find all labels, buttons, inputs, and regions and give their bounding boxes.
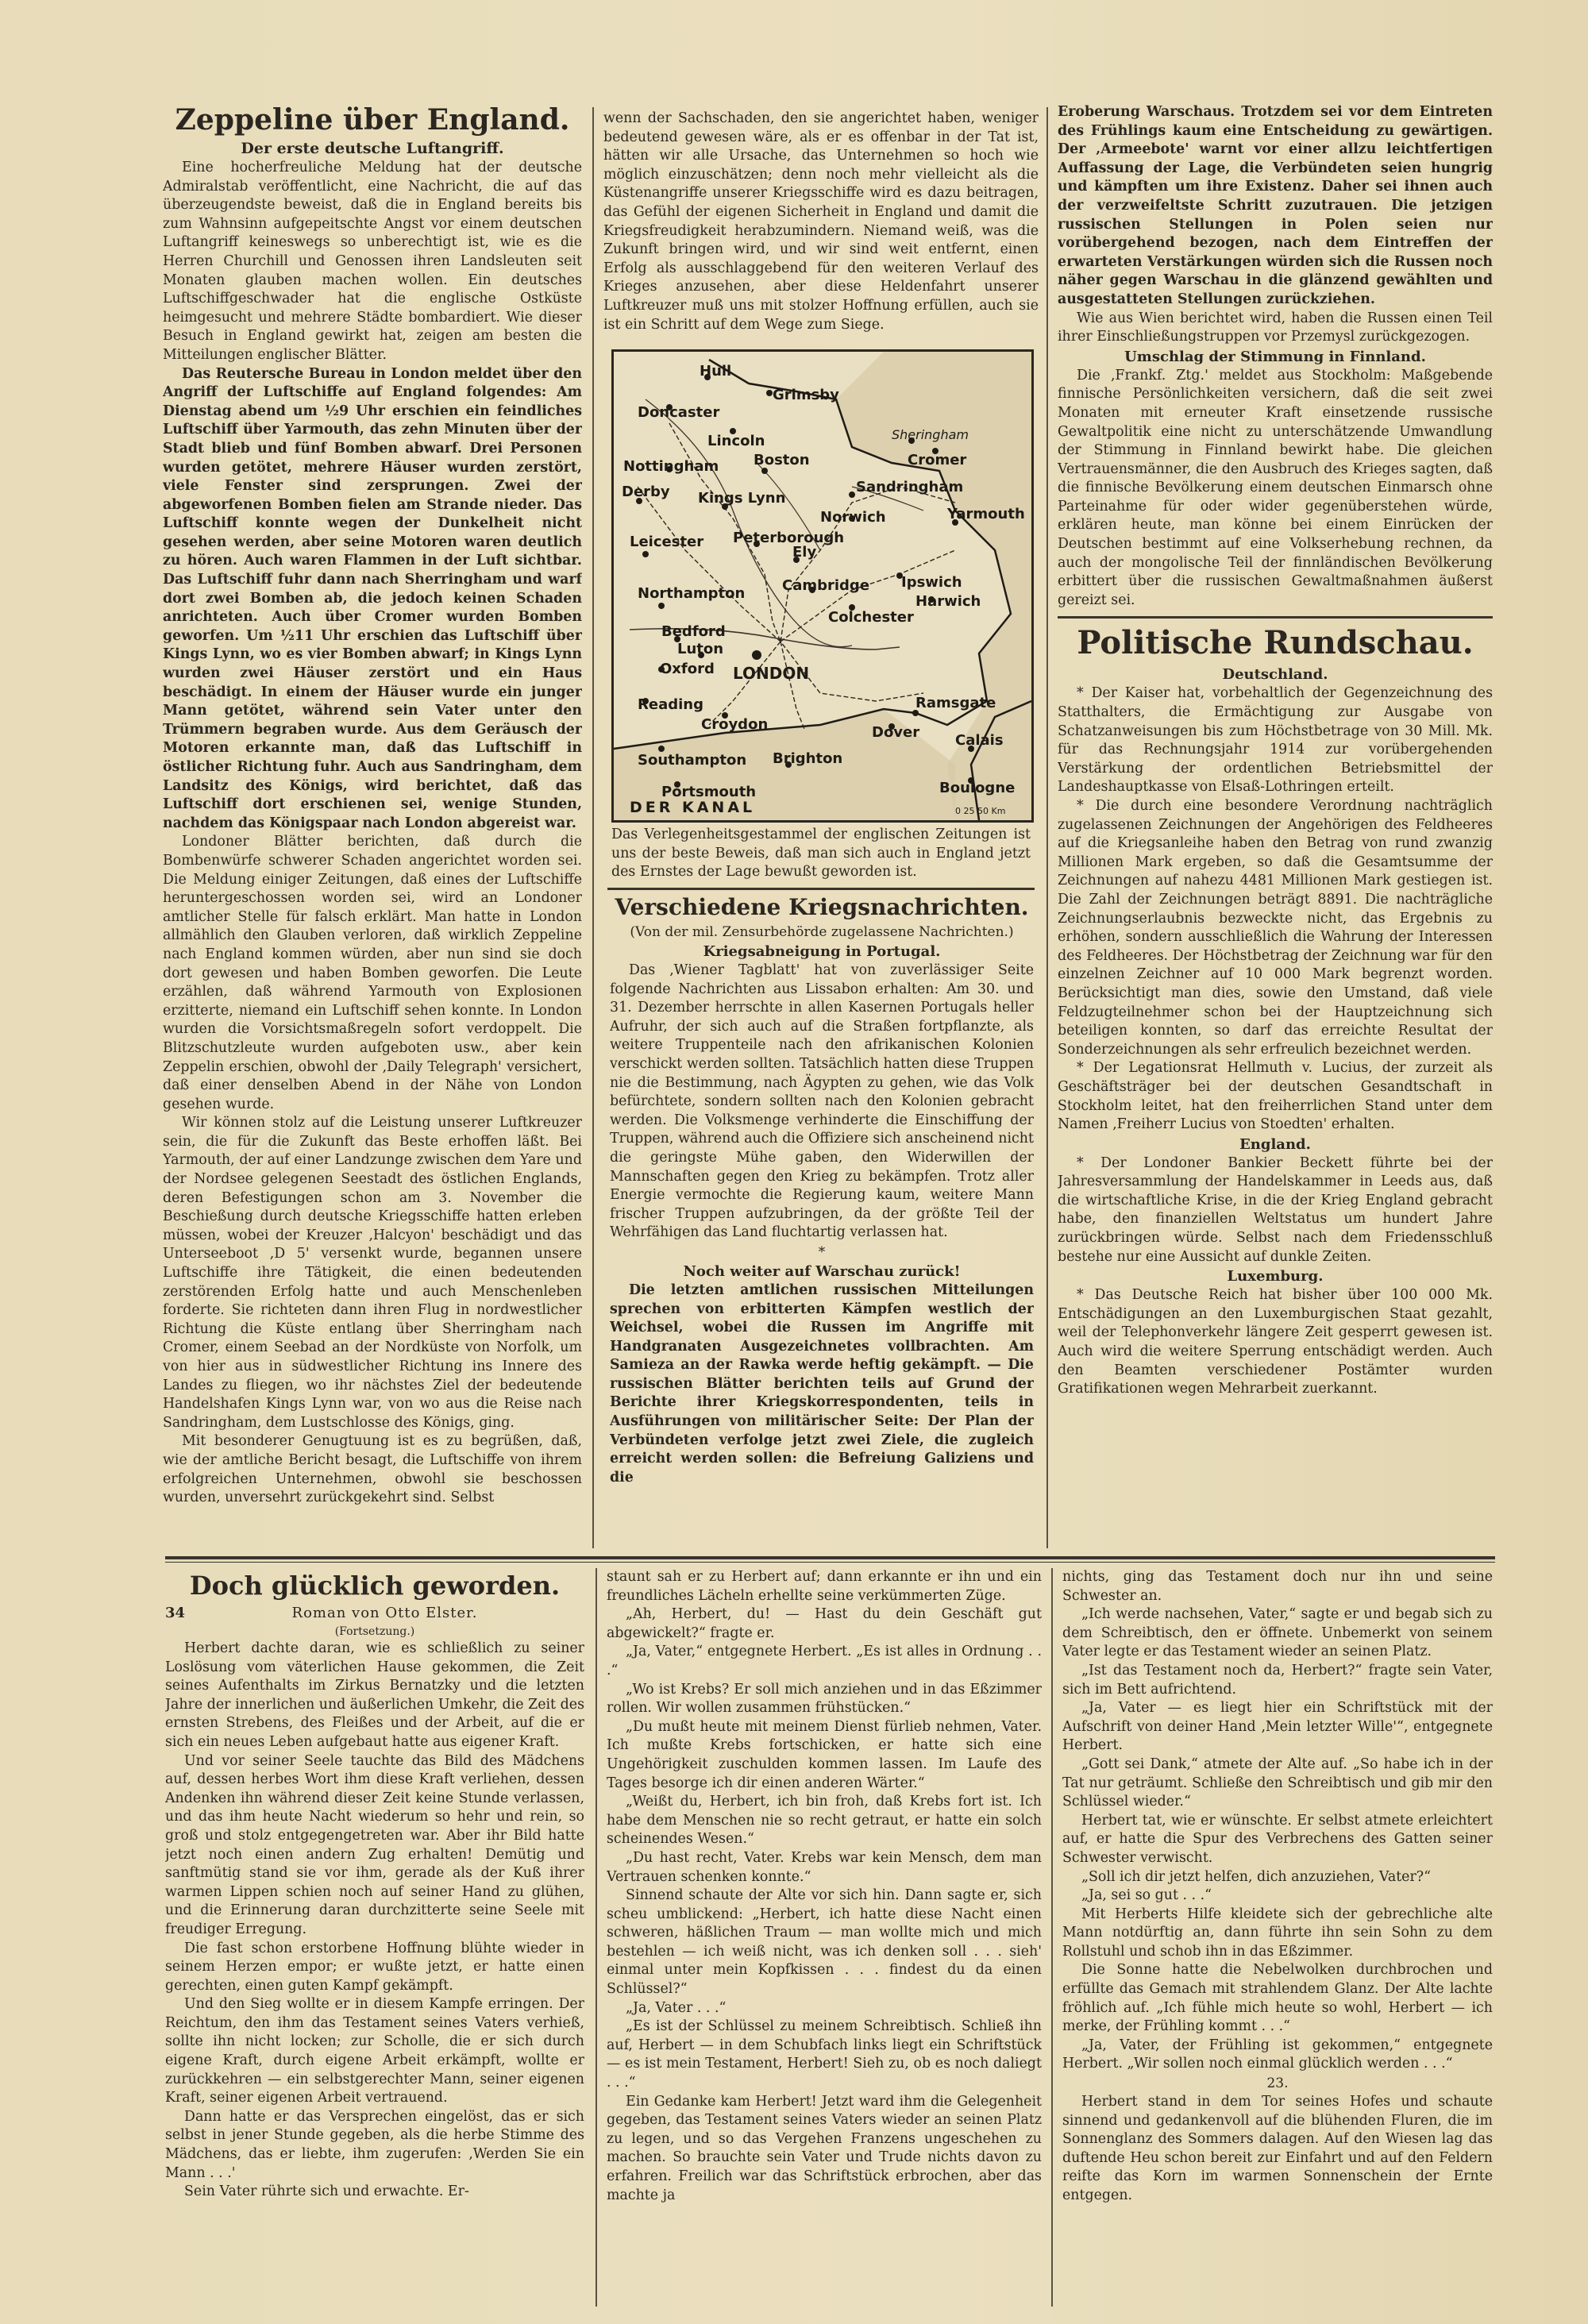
paragraph: * Der Londoner Bankier Beckett führte bei der Jahresversammlung der Handelskammer in Leeds aus, daß die wirtschaftliche Krise, in die der Krieg England gebracht habe, den finanziellen Weltstatus um hundert Jahre zurückbringen würde. Selbst nach dem Friedensschluß bestehe nur eine Aussicht auf dunkle Zeiten. <box>1058 1154 1493 1265</box>
serial-column-c <box>1062 1568 1493 2307</box>
paragraph: Ein Gedanke kam Herbert! Jetzt ward ihm die Gelegenheit gegeben, das Testament seines Vaters wieder an seinen Platz zu legen, und so das Vergehen Franzens ungeschehen zu machen. So brauchte sein Vater und Trude nichts davon zu erfahren. Freilich war das Schriftstück erbrochen, aber das machte ja <box>607 2093 1042 2203</box>
serial-rule-thin <box>165 1562 1495 1563</box>
paragraph: Und den Sieg wollte er in diesem Kampfe erringen. Der Reichtum, den ihm das Testament seines Vaters verhieß, sollte ihn nicht locken; zur Scholle, die er sich durch eigene Kraft, durch eigene Arbeit erkämpft, wollte er zurückkehren — ein selbstgerechter Mann, seiner eigenen Kraft, seiner eigenen Arbeit vertrauend. <box>165 1996 584 2106</box>
paragraph: Mit Herberts Hilfe kleidete sich der gebrechliche alte Mann notdürftig an, dann führte ihn sein Sohn zu dem Rollstuhl und schob ihn in das Eßzimmer. <box>1062 1906 1493 1960</box>
paragraph: Die letzten amtlichen russischen Mitteilungen sprechen von erbitterten Kämpfen westlich der Weichsel, wobei die Russen im Angriffe mit Handgranaten Ausgezeichnetes vollbrachten. Am Samieza an der Rawka werde heftig gekämpft. — Die russischen Blätter berichten teils auf Grund der Berichte ihrer Kriegskorrespondenten, teils in Ausführungen von militärischer Seite: Der Plan der Verbündeten verfolge jetzt zwei Ziele, die zugleich erreicht werden sollen: die Befreiung Galiziens und die <box>610 1281 1034 1486</box>
map-label-southampton: Southampton <box>638 752 747 769</box>
paragraph: „Ich werde nachsehen, Vater,“ sagte er und begab sich zu dem Schreibtisch, den er öffnete. Unbemerkt von seinem Vater legte er das Testament wieder an seinen Platz. <box>1062 1606 1493 1660</box>
map-east-england <box>611 349 1034 823</box>
paragraph: Dann hatte er das Versprechen eingelöst, das er sich selbst in jener Stunde gegeben, als die herbe Stimme des Mädchens, das er liebte, ihm zugerufen: ‚Werden Sie ein Mann . . .' <box>165 2108 584 2181</box>
paragraph: Die fast schon erstorbene Hoffnung blühte wieder in seinem Herzen empor; er wußte jetzt, er hatte einen gerechten, einen guten Kampf gekämpft. <box>165 1940 584 1994</box>
map-caption: Das Verlegenheitsgestammel der englischen Zeitungen ist uns der beste Beweis, daß man sich auch in England jetzt des Ernstes der Lage bewußt geworden ist. <box>611 827 1031 881</box>
map-label-london: LONDON <box>733 664 810 683</box>
map-label-leicester: Leicester <box>630 534 704 550</box>
map-label-hull: Hull <box>700 363 732 380</box>
serial-column-a <box>165 1568 584 2307</box>
paragraph: Wir können stolz auf die Leistung unserer Luftkreuzer sein, die für die Zukunft das Beste erhoffen läßt. Bei Yarmouth, der auf einer Landzunge zwischen dem Yare und der Nordsee gelegenen Seestadt des östlichen Englands, deren Befestigungen schon am 3. November die Beschießung durch deutsche Kriegsschiffe hatten erleben müssen, wobei der Kreuzer ‚Halcyon' beschädigt und das Unterseeboot ‚D 5' versenkt wurde, begannen unsere Luftschiffe ihre Tätigkeit, die einen bedeutenden zerstörenden Erfolg hatte und auch Menschenleben forderte. Sie richteten dann ihren Flug in nordwestlicher Richtung die Küste entlang über Sherringham nach Cromer, einem Seebad an der Nordküste von Norfolk, um von hier aus in südwestlicher Richtung ins Innere des Landes zu fliegen, wo ihr nächstes Ziel der bedeutende Handelshafen Kings Lynn war, von wo aus die Reise nach Sandringham, dem Lustschlosse des Königs, ging. <box>163 1115 582 1431</box>
paragraph: Eine hocherfreuliche Meldung hat der deutsche Admiralstab veröffentlicht, eine Nachricht, die auf das überzeugendste beweist, daß die in England bereits bis zum Wahnsinn aufgepeitschte Angst vor einem deutschen Luftangriff keineswegs so unberechtigt ist, wie es die Herren Churchill und Genossen ihren Landsleuten seit Monaten glauben machen wollen. Ein deutsches Luftschiffgeschwader hat die englische Ostküste heimgesucht und mehrere Städte bombardiert. Wie dieser Besuch in England gewirkt hat, zeigen am besten die Mitteilungen englischer Blätter. <box>163 160 582 363</box>
column-2-top <box>603 110 1039 348</box>
heading-warschau: Noch weiter auf Warschau zurück! <box>683 1262 961 1280</box>
paragraph: „Es ist der Schlüssel zu meinem Schreibtisch. Schließ ihn auf, Herbert — in dem Schubfach links liegt ein Schriftstück — es ist mein Testament, Herbert! Sieh zu, ob es noch daliegt . . .“ <box>607 2018 1042 2091</box>
map-label-brighton: Brighton <box>773 750 843 767</box>
column-3 <box>1058 103 1493 1531</box>
serial-continued: (Fortsetzung.) <box>334 1625 415 1638</box>
map-label-lincoln: Lincoln <box>707 433 765 449</box>
map-label-croydon: Croydon <box>701 716 769 733</box>
paragraph: „Du hast recht, Vater. Krebs war kein Mensch, dem man Vertrauen schenken konnte.“ <box>607 1849 1042 1885</box>
serial-title: Doch glücklich geworden. <box>189 1571 561 1601</box>
map-label-cambridge: Cambridge <box>782 577 870 594</box>
map-label-peterborough: Peterborough <box>733 530 845 546</box>
map-label-reading: Reading <box>638 696 703 713</box>
heading-portugal: Kriegsabneigung in Portugal. <box>703 943 941 960</box>
paragraph: * Der Kaiser hat, vorbehaltlich der Gegenzeichnung des Statthalters, die Ermächtigung zur Ausgabe von Schatzanweisungen bis zum Höchstbetrage von 30 Mill. Mk. für das Rechnungsjahr 1914 zur vorübergehenden Verstärkung der ordentlichen Betriebsmittel der Landeshauptkasse von Elsaß-Lothringen erteilt. <box>1058 685 1493 796</box>
map-label-harwich: Harwich <box>915 593 981 610</box>
section-rule <box>1058 616 1493 619</box>
heading-deutschland: Deutschland. <box>1222 666 1328 684</box>
paragraph: Eroberung Warschaus. Trotzdem sei vor dem Eintreten des Frühlings kaum eine Entscheidung zu gewärtigen. Der ‚Armeebote' warnt vor einer allzu leichtfertigen Auffassung der Lage, die Verbündeten seien hungrig und kämpften um ihre Existenz. Daher sei ihnen auch der verzweifeltste Schritt zuzutrauen. Die jetzigen russischen Stellungen in Polen seien nur vorübergehend bezogen, nach dem Eintreffen der erwarteten Verstärkungen würden sich die Russen noch näher gegen Warschau in die glänzend gewählten und ausgestatteten Stellungen zurückziehen. <box>1058 104 1493 307</box>
map-label-derby: Derby <box>622 484 670 500</box>
serial-rule <box>165 1556 1495 1559</box>
paragraph: „Du mußt heute mit meinem Dienst fürlieb nehmen, Vater. Ich mußte Krebs fortschicken, er hatte sich eine Ungehörigkeit zuschulden kommen lassen. Im Laufe des Tages besorge ich dir einen anderen Wärter.“ <box>607 1718 1042 1791</box>
paragraph: Sein Vater rührte sich und erwachte. Er- <box>184 2183 469 2200</box>
map-label-bedford: Bedford <box>661 623 726 640</box>
paragraph: „Weißt du, Herbert, ich bin froh, daß Krebs fort ist. Ich habe dem Menschen nie so recht getraut, er hatte ein solch scheinendes Wesen.“ <box>607 1794 1042 1848</box>
column-2-bottom <box>610 892 1034 1528</box>
paragraph: Und vor seiner Seele tauchte das Bild des Mädchens auf, dessen herbes Wort ihm diese Kraft verliehen, dessen Andenken ihn während dieser Zeit keine Stunde verlassen, und das ihm heute Nacht wiederum so hehr und rein, so groß und stolz entgegengetreten war. Aber ihr Bild hatte jetzt noch einen andern Zug erhalten! Demütig und sanftmütig stand sie vor ihm, gerade als der Kuß ihrer warmen Lippen schien noch auf seiner Hand zu glühen, und die Erinnerung daran durchzitterte seine Seele mit freudiger Erregung. <box>165 1752 584 1937</box>
map-label-grimsby: Grimsby <box>773 387 839 403</box>
serial-column-b <box>607 1568 1042 2307</box>
paragraph: * Der Legationsrat Hellmuth v. Lucius, der zurzeit als Geschäftsträger bei der deutschen Gesandtschaft in Stockholm leitet, hat den freiherrlichen Stand unter dem Namen ‚Freiherr Lucius von Stoedten' erhalten. <box>1058 1060 1493 1133</box>
paragraph: Herbert stand in dem Tor seines Hofes und schaute sinnend und gedankenvoll auf die blühenden Fluren, die im Sonnenglanz des Sommers dalagen. Auf den Wiesen lag das duftende Heu schon bereit zur Einfahrt und auf den Feldern reifte das Korn im warmen Sonnenschein der Ernte entgegen. <box>1062 2094 1493 2203</box>
paragraph: „Ja, Vater,“ entgegnete Herbert. „Es ist alles in Ordnung . . .“ <box>607 1644 1042 1678</box>
paragraph: „Ja, Vater — es liegt hier ein Schriftstück mit der Aufschrift von deiner Hand ‚Mein letzter Wille'“, entgegnete Herbert. <box>1062 1700 1493 1754</box>
map-scale: 0 25 50 Km <box>955 806 1006 816</box>
section-title-politische-rundschau: Politische Rundschau. <box>1077 624 1474 662</box>
map-label-ely: Ely <box>792 544 817 561</box>
heading-england: England. <box>1239 1135 1311 1153</box>
section-subtitle: (Von der mil. Zensurbehörde zugelassene Nachrichten.) <box>630 924 1014 940</box>
map-label-dover: Dover <box>872 724 920 741</box>
column-divider <box>592 107 594 1548</box>
column-1 <box>163 102 582 1527</box>
paragraph: Sinnend schaute der Alte vor sich hin. Dann sagte er, sich scheu umblickend: „Herbert, ich hatte diese Nacht einen schweren, häßlichen Traum — man wollte mich und mich bestehlen — ich weiß nicht, was ich denken soll . . . sieh' einmal unter mein Kopfkissen . . . findest du da einen Schlüssel?“ <box>607 1887 1042 1998</box>
map-label-ramsgate: Ramsgate <box>915 695 996 711</box>
column-divider <box>1046 107 1048 1548</box>
paragraph: „Wo ist Krebs? Er soll mich anziehen und in das Eßzimmer rollen. Wir wollen zusammen frühstücken.“ <box>607 1681 1042 1717</box>
map-label-sandringham: Sandringham <box>856 479 964 495</box>
paragraph: Das ‚Wiener Tagblatt' hat von zuverlässiger Seite folgende Nachrichten aus Lissabon erhalten: Am 30. und 31. Dezember herrschte in allen Kasernen Portugals heller Aufruhr, der sich auch auf die Straßen fortpflanzte, als weitere Truppenteile nach den afrikanischen Kolonien verschickt werden sollten. Tatsächlich hatten diese Truppen nie die Bestimmung, nach Ägypten zu gehen, wie das Volk befürchtete, sondern sollten nach den Kolonien gebracht werden. Die Volksmenge verhinderte die Einschiffung der Truppen, während auch die Offiziere sich anscheinend nicht die geringste Mühe gaben, den Widerwillen der Mannschaften gegen den Krieg zu bekämpfen. Trotz aller Energie vermochte die Regierung kaum, weitere Mann frischer Truppen aufzubringen, da der größte Teil der Wehrfähigen das Land fluchtartig verlassen hat. <box>610 962 1034 1241</box>
paragraph: „Ja, sei so gut . . .“ <box>1081 1887 1212 1904</box>
map-label-calais: Calais <box>955 732 1004 749</box>
paragraph: Londoner Blätter berichten, daß durch die Bombenwürfe schwerer Schaden angerichtet worden sei. Die Meldung einiger Zeitungen, daß eines der Luftschiffe heruntergeschossen worden sei, wird an Londoner amtlicher Stelle für falsch erklärt. Man hatte in London allmählich den Glauben verloren, daß wirklich Zeppeline nach England kommen würden, aber nun sind sie doch dort gewesen und haben Bomben geworfen. Die Leute erzählen, daß während Yarmouth von Explosionen erzitterte, niemand ein Luftschiff sehen konnte. In London wurden die Vorsichtsmaßregeln sofort verdoppelt. Die Blitzschutzleute wurden aufgeboten usw., aber kein Zeppelin erschien, obwohl der ‚Daily Telegraph' versichert, daß einer denselben Abend in der Nähe von London gesehen wurde. <box>163 834 582 1112</box>
paragraph: staunt sah er zu Herbert auf; dann erkannte er ihn und ein freundliches Lächeln erhellte seine verkümmerten Züge. <box>607 1569 1042 1604</box>
heading-luxemburg: Luxemburg. <box>1227 1268 1324 1285</box>
map-svg <box>614 352 1031 820</box>
map-label-boston: Boston <box>754 452 810 468</box>
section-title-kriegsnachrichten: Verschiedene Kriegsnachrichten. <box>615 894 1029 920</box>
paragraph: Die Sonne hatte die Nebelwolken durchbrochen und erfüllte das Gemach mit strahlendem Glanz. Der Alte lachte fröhlich auf. „Ich fühle mich heute so wohl, Herbert — ich merke, der Frühling kommt . . .“ <box>1062 1962 1493 2035</box>
paragraph: „Ja, Vater . . .“ <box>626 1999 727 2016</box>
paragraph: „Gott sei Dank,“ atmete der Alte auf. „So habe ich in der Tat nur geträumt. Schließe den Schreibtisch und gib mir den Schlüssel wieder.“ <box>1062 1756 1493 1810</box>
paragraph: * Die durch eine besondere Verordnung nachträglich zugelassenen Zeichnungen der Angehörigen des Feldheeres auf die Kriegsanleihe haben den Betrag von rund zwanzig Millionen Mark ergeben, so daß die Gesamtsumme der Zeichnungen auf nahezu 4481 Millionen Mark gestiegen ist. Die Zahl der Zeichnungen beträgt 8891. Die nachträgliche Zeichnungserlaubnis bezweckte nicht, das Ergebnis zu erhöhen, sondern ausschließlich die Wahrung der Interessen des Feldheeres. Der Höchstbetrag der Zeichnung war für den einzelnen Zeichner auf 10 000 Mark begrenzt worden. Berücksichtigt man dies, sowie den Umstand, daß viele Feldzugteilnehmer schon bei der Hauptzeichnung sich beteiligen konnten, so darf das erreichte Resultat der Sonderzeichnungen als sehr erfreulich bezeichnet werden. <box>1058 798 1493 1058</box>
paragraph: * Das Deutsche Reich hat bisher über 100 000 Mk. Entschädigungen an den Luxemburgischen Staat gezahlt, weil der Telephonverkehr längere Zeit gesperrt gewesen ist. Auch wird die weitere Sperrung entschädigt werden. Auch den Beamten verschiedener Postämter wurden Gratifikationen wegen Mehrarbeit zuerkannt. <box>1058 1287 1493 1397</box>
heading-finnland: Umschlag der Stimmung in Finnland. <box>1124 348 1426 365</box>
paragraph: Wie aus Wien berichtet wird, haben die Russen einen Teil ihrer Einschließungstruppen vor Przemysl zurückgezogen. <box>1058 310 1493 345</box>
map-label-norwich: Norwich <box>820 509 886 526</box>
article-title-zeppeline: Zeppeline über England. <box>175 103 570 137</box>
serial-byline: Roman von Otto Elster. <box>291 1605 478 1621</box>
paragraph: „Ah, Herbert, du! — Hast du dein Geschäft gut abgewickelt?“ fragte er. <box>607 1606 1042 1641</box>
map-label-ipswich: Ipswich <box>901 574 962 591</box>
serial-byline-row <box>165 1603 584 1624</box>
paragraph: Die ‚Frankf. Ztg.' meldet aus Stockholm: Maßgebende finnische Persönlichkeiten versichern, daß die seit zwei Monaten mit erneuter Kraft einsetzende russische Gewaltpolitik eine nicht zu unterschätzende Umwandlung der Stimmung in Finnland bewirkt habe. Die gleichen Vertrauensmänner, die den Ausbruch des Krieges sagten, daß die finnische Bevölkerung einem deutschen Einmarsch ohne Parteinahme für oder wider gegenüberstehen würde, erklären heute, man könne bei einem Einrücken der Deutschen bestimmt auf eine Volkserhebung rechnen, da auch der mongolische Teil der finnländischen Bevölkerung erbittert über die russischen Gewaltmaßnahmen äußerst gereizt sei. <box>1058 367 1493 608</box>
paragraph: Herbert tat, wie er wünschte. Er selbst atmete erleichtert auf, er hatte die Spur des Verbrechens des Gatten seiner Schwester verwischt. <box>1062 1812 1493 1866</box>
paragraph: nichts, ging das Testament doch nur ihn und seine Schwester an. <box>1062 1569 1493 1604</box>
section-rule <box>607 888 1035 890</box>
separator-star: * <box>818 1243 826 1260</box>
map-label-yarmouth: Yarmouth <box>947 506 1025 522</box>
map-label-sheringham: Sheringham <box>892 427 969 442</box>
paragraph: Das Reutersche Bureau in London meldet über den Angriff der Luftschiffe auf England folgendes: Am Dienstag abend um ½9 Uhr erschien ein feindliches Luftschiff über Yarmouth, das zehn Minuten über der Stadt blieb und fünf Bomben abwarf. Drei Personen wurden getötet, mehrere Häuser wurden zerstört, viele Fenster sind zersprungen. Zwei der abgeworfenen Bomben fielen am Strande nieder. Das Luftschiff konnte wegen der Dunkelheit nicht gesehen werden, aber seine Motoren waren deutlich zu hören. Auch waren Flammen in der Luft sichtbar. Das Luftschiff fuhr dann nach Sherringham und warf dort zwei Bomben ab, die jedoch keinen Schaden anrichteten. Auch über Cromer wurden Bomben geworfen. Um ½11 Uhr erschien das Luftschiff über Kings Lynn, wo es vier Bomben abwarf; in Kings Lynn wurden zwei Häuser zerstört und ein Haus beschädigt. In einem der Häuser wurde ein junger Mann getötet, während sein Vater unter den Trümmern begraben wurde. Aus dem Geräusch der Motoren erkannte man, daß das Luftschiff in östlicher Richtung fuhr. Auch aus Sandringham, dem Landsitz des Königs, wird berichtet, daß das Luftschiff dort erschienen sei, wenige Stunden, nachdem das Königspaar nach London abgereist war. <box>163 365 582 831</box>
paragraph: „Soll ich dir jetzt helfen, dich anzuziehen, Vater?“ <box>1081 1868 1431 1885</box>
serial-number: 34 <box>165 1605 186 1621</box>
map-label-doncaster: Doncaster <box>638 404 720 421</box>
column-divider <box>596 1568 597 2307</box>
map-label-luton: Luton <box>677 641 724 657</box>
paragraph: wenn der Sachschaden, den sie angerichtet haben, weniger bedeutend gewesen wäre, als er es offenbar in der Tat ist, hätten wir alle Ursache, das Unternehmen so hoch wie möglich einzuschätzen; denn noch mehr vielleicht als die Küstenangriffe unserer Kriegsschiffe wird es dazu beitragen, das Gefühl der eigenen Sicherheit in England und damit die Kriegsfreudigkeit herabzumindern. Niemand weiß, was die Zukunft bringen wird, und wir sind weit entfernt, einen Erfolg als ausschlaggebend für den weiteren Verlauf des Krieges anzusehen, aber diese Heldenfahrt unserer Luftkreuzer muß uns mit stolzer Hoffnung erfüllen, auch sie ist ein Schritt auf dem Wege zum Siege. <box>603 110 1039 333</box>
map-label-colchester: Colchester <box>828 609 914 626</box>
article-subtitle: Der erste deutsche Luftangriff. <box>241 140 504 157</box>
paragraph: Herbert dachte daran, wie es schließlich zu seiner Loslösung vom väterlichen Hause gekommen, die Zeit seines Aufenthalts im Zirkus Bernatzky und die letzten Jahre der innerlichen und äußerlichen Umkehr, die Zeit des ernsten Strebens, des Fleißes und der Arbeit, auf die er sich ein neues Leben aufgebaut hatte aus eigener Kraft. <box>165 1640 584 1750</box>
paragraph: Mit besonderer Genugtuung ist es zu begrüßen, daß, wie der amtliche Bericht besagt, die Luftschiffe von ihrem erfolgreichen Unternehmen, obwohl sie beschossen wurden, unversehrt zurückgekehrt sind. Selbst <box>163 1433 582 1506</box>
map-label-kanal: DER KANAL <box>630 799 756 816</box>
chapter-number: 23. <box>1266 2075 1289 2092</box>
map-label-oxford: Oxford <box>660 661 715 677</box>
map-label-cromer: Cromer <box>908 452 967 468</box>
map-label-nottingham: Nottingham <box>623 458 719 475</box>
map-label-boulogne: Boulogne <box>939 780 1016 796</box>
paragraph: „Ist das Testament noch da, Herbert?“ fragte sein Vater, sich im Bett aufrichtend. <box>1062 1662 1493 1698</box>
column-divider <box>1051 1568 1053 2307</box>
map-label-portsmouth: Portsmouth <box>661 784 757 800</box>
map-label-northampton: Northampton <box>638 585 746 602</box>
map-label-kings-lynn: Kings Lynn <box>698 490 786 507</box>
paragraph: „Ja, Vater, der Frühling ist gekommen,“ entgegnete Herbert. „Wir sollen noch einmal glücklich werden . . .“ <box>1062 2037 1493 2072</box>
